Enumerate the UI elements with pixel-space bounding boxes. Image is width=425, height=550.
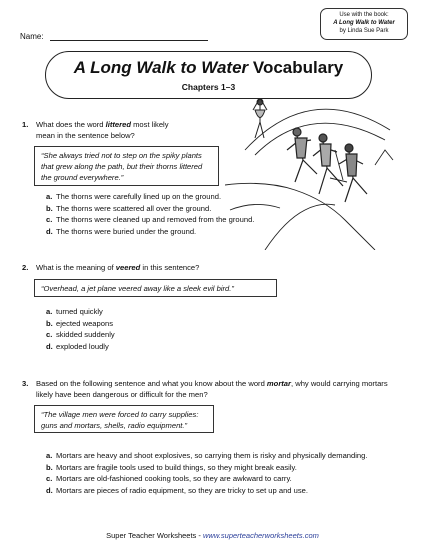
option-letter: b. — [46, 203, 53, 213]
option-a[interactable] — [46, 306, 246, 318]
option-b[interactable] — [46, 318, 246, 330]
question-text — [36, 119, 172, 141]
question-number: 3. — [22, 379, 29, 388]
question-3 — [22, 378, 392, 400]
option-c[interactable] — [46, 329, 246, 341]
question-2 — [22, 262, 382, 273]
option-c[interactable] — [46, 214, 326, 226]
question-number: 1. — [22, 120, 29, 129]
option-d[interactable] — [46, 485, 391, 497]
option-letter: a. — [46, 307, 53, 316]
question-text-part: What is the meaning of — [36, 263, 116, 272]
option-text: Mortars are fragile tools used to build things, so they might break easily. — [56, 462, 297, 472]
question-text-part: Based on the following sentence and what you know about the word — [36, 379, 267, 388]
chapters-subtitle: Chapters 1–3 — [181, 82, 236, 92]
question-text-part: , why would carrying mortars likely have been dangerous or difficult for the men? — [36, 379, 388, 399]
option-d[interactable] — [46, 226, 326, 238]
option-c[interactable] — [46, 473, 391, 485]
question-text — [36, 378, 392, 400]
book-title-heading: A Long Walk to Water — [73, 58, 249, 77]
options-list — [46, 191, 326, 237]
option-text: turned quickly — [56, 307, 103, 316]
name-label: Name: — [20, 32, 44, 41]
quote-box: “Overhead, a jet plane veered away like a sleek evil bird.” — [34, 279, 277, 297]
book-author: by Linda Sue Park — [339, 27, 389, 34]
option-letter: d. — [46, 341, 53, 351]
footer-link[interactable]: www.superteacherworksheets.com — [202, 531, 319, 540]
option-a[interactable] — [46, 191, 326, 203]
option-letter: c. — [46, 330, 53, 340]
option-letter: a. — [46, 192, 53, 201]
option-text: exploded loudly — [56, 341, 109, 351]
book-title: A Long Walk to Water — [333, 19, 395, 26]
title-banner — [45, 51, 372, 99]
option-text: Mortars are heavy and shoot explosives, so carrying them is risky and physically demanding. — [56, 451, 368, 460]
page-title — [46, 58, 371, 78]
book-info-box — [320, 8, 408, 40]
vocab-word: littered — [105, 120, 131, 129]
title-suffix: Vocabulary — [252, 58, 344, 77]
option-text: Mortars are old-fashioned cooking tools, so they are awkward to carry. — [56, 474, 292, 484]
option-letter: b. — [46, 462, 53, 472]
option-text: The thorns were cleaned up and removed from the ground. — [56, 215, 255, 225]
options-list — [46, 450, 391, 496]
option-letter: d. — [46, 226, 53, 236]
name-field[interactable] — [50, 32, 208, 41]
option-letter: c. — [46, 474, 53, 484]
option-letter: a. — [46, 451, 53, 460]
question-text — [36, 262, 382, 273]
option-text: ejected weapons — [56, 318, 113, 328]
option-text: The thorns were scattered all over the ground. — [56, 203, 212, 213]
question-text-part: What does the word — [36, 120, 106, 129]
vocab-word: veered — [115, 263, 141, 272]
question-text-part: in this sentence? — [140, 263, 200, 272]
option-text: The thorns were carefully lined up on the ground. — [56, 192, 222, 201]
quote-box: “She always tried not to step on the spiky plants that grew along the path, but their thorns littered the ground everywhere.” — [34, 146, 219, 186]
question-text-part: most likely mean in the sentence below? — [36, 120, 169, 140]
question-1 — [22, 119, 172, 141]
option-letter: d. — [46, 485, 53, 495]
option-text: skidded suddenly — [56, 330, 115, 340]
options-list — [46, 306, 246, 352]
footer-brand: Super Teacher Worksheets - — [106, 531, 203, 540]
vocab-word: mortar — [266, 379, 291, 388]
footer — [0, 531, 425, 540]
quote-box: “The village men were forced to carry supplies: guns and mortars, shells, radio equipment.” — [34, 405, 214, 433]
option-text: The thorns were buried under the ground. — [56, 226, 197, 236]
name-row — [20, 32, 208, 41]
book-info-line: Use with the book: — [339, 12, 389, 18]
option-a[interactable] — [46, 450, 391, 462]
option-b[interactable] — [46, 462, 391, 474]
question-number: 2. — [22, 263, 29, 272]
option-b[interactable] — [46, 203, 326, 215]
option-letter: c. — [46, 215, 53, 225]
option-text: Mortars are pieces of radio equipment, so they are tricky to set up and use. — [56, 485, 308, 495]
option-d[interactable] — [46, 341, 246, 353]
option-letter: b. — [46, 318, 53, 328]
